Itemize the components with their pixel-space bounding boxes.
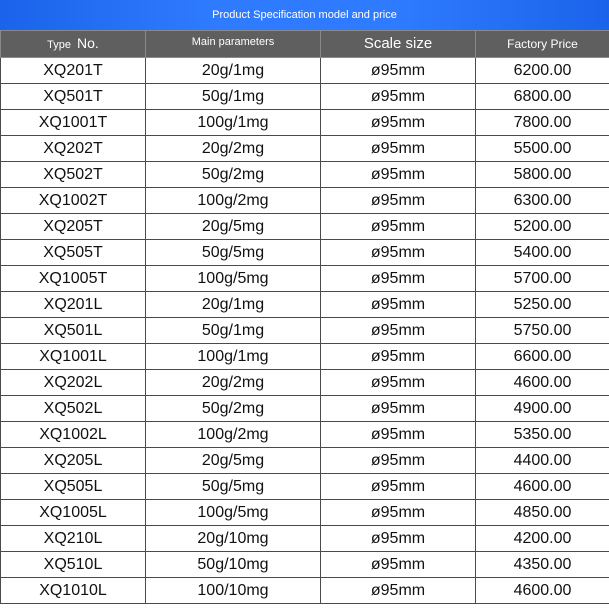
cell-price: 4200.00 — [476, 526, 609, 552]
cell-params: 100g/5mg — [146, 266, 321, 292]
cell-params: 50g/10mg — [146, 552, 321, 578]
cell-price: 4600.00 — [476, 474, 609, 500]
cell-params: 100g/2mg — [146, 188, 321, 214]
table-row — [1, 84, 609, 110]
cell-price: 6800.00 — [476, 84, 609, 110]
cell-model: XQ202T — [1, 136, 146, 162]
cell-scale: ø95mm — [321, 162, 476, 188]
cell-price: 4350.00 — [476, 552, 609, 578]
table-row — [1, 188, 609, 214]
cell-price: 5200.00 — [476, 214, 609, 240]
cell-scale: ø95mm — [321, 552, 476, 578]
table-row — [1, 526, 609, 552]
cell-params: 50g/1mg — [146, 318, 321, 344]
header-row — [1, 31, 609, 58]
cell-scale: ø95mm — [321, 396, 476, 422]
cell-model: XQ502T — [1, 162, 146, 188]
cell-model: XQ1005L — [1, 500, 146, 526]
header-scale-size: Scale size — [321, 31, 476, 58]
cell-price: 6300.00 — [476, 188, 609, 214]
cell-model: XQ1005T — [1, 266, 146, 292]
cell-model: XQ505T — [1, 240, 146, 266]
cell-params: 20g/1mg — [146, 58, 321, 84]
cell-scale: ø95mm — [321, 292, 476, 318]
cell-params: 20g/1mg — [146, 292, 321, 318]
cell-model: XQ202L — [1, 370, 146, 396]
table-row — [1, 552, 609, 578]
table-row — [1, 214, 609, 240]
cell-price: 4600.00 — [476, 370, 609, 396]
cell-model: XQ1001L — [1, 344, 146, 370]
cell-model: XQ210L — [1, 526, 146, 552]
cell-params: 100g/1mg — [146, 344, 321, 370]
cell-params: 20g/10mg — [146, 526, 321, 552]
cell-model: XQ1002T — [1, 188, 146, 214]
table-row — [1, 266, 609, 292]
cell-params: 50g/5mg — [146, 240, 321, 266]
table-row — [1, 136, 609, 162]
cell-price: 5350.00 — [476, 422, 609, 448]
cell-price: 5750.00 — [476, 318, 609, 344]
cell-price: 5400.00 — [476, 240, 609, 266]
cell-scale: ø95mm — [321, 370, 476, 396]
cell-model: XQ505L — [1, 474, 146, 500]
cell-scale: ø95mm — [321, 474, 476, 500]
table-row — [1, 370, 609, 396]
cell-scale: ø95mm — [321, 58, 476, 84]
cell-scale: ø95mm — [321, 214, 476, 240]
cell-params: 20g/5mg — [146, 448, 321, 474]
cell-price: 6200.00 — [476, 58, 609, 84]
cell-scale: ø95mm — [321, 448, 476, 474]
cell-price: 5800.00 — [476, 162, 609, 188]
table-row — [1, 578, 609, 604]
cell-model: XQ510L — [1, 552, 146, 578]
cell-scale: ø95mm — [321, 84, 476, 110]
cell-model: XQ502L — [1, 396, 146, 422]
cell-price: 5700.00 — [476, 266, 609, 292]
table-row — [1, 422, 609, 448]
header-type-no — [1, 31, 146, 58]
header-factory-price: Factory Price — [476, 31, 609, 58]
cell-params: 50g/2mg — [146, 396, 321, 422]
cell-model: XQ205L — [1, 448, 146, 474]
table-row — [1, 110, 609, 136]
cell-price: 5250.00 — [476, 292, 609, 318]
cell-scale: ø95mm — [321, 266, 476, 292]
cell-scale: ø95mm — [321, 578, 476, 604]
table-row — [1, 474, 609, 500]
table-row — [1, 58, 609, 84]
cell-price: 4400.00 — [476, 448, 609, 474]
cell-scale: ø95mm — [321, 344, 476, 370]
cell-model: XQ205T — [1, 214, 146, 240]
cell-scale: ø95mm — [321, 422, 476, 448]
cell-price: 4900.00 — [476, 396, 609, 422]
cell-params: 50g/2mg — [146, 162, 321, 188]
header-type-label: Type — [47, 39, 72, 51]
cell-scale: ø95mm — [321, 136, 476, 162]
table-row — [1, 448, 609, 474]
cell-price: 5500.00 — [476, 136, 609, 162]
cell-price: 4850.00 — [476, 500, 609, 526]
spec-table — [0, 30, 609, 604]
table-row — [1, 162, 609, 188]
title-banner — [0, 0, 609, 30]
cell-scale: ø95mm — [321, 318, 476, 344]
header-main-parameters: Main parameters — [146, 31, 321, 58]
cell-params: 20g/2mg — [146, 136, 321, 162]
cell-params: 100g/2mg — [146, 422, 321, 448]
table-row — [1, 396, 609, 422]
table-row — [1, 318, 609, 344]
table-row — [1, 292, 609, 318]
cell-model: XQ501L — [1, 318, 146, 344]
cell-scale: ø95mm — [321, 526, 476, 552]
page-title: Product Specification model and price — [212, 9, 397, 21]
cell-model: XQ501T — [1, 84, 146, 110]
cell-params: 20g/5mg — [146, 214, 321, 240]
cell-params: 100g/5mg — [146, 500, 321, 526]
header-no-label: No. — [77, 35, 99, 51]
table-row — [1, 500, 609, 526]
cell-model: XQ1010L — [1, 578, 146, 604]
cell-params: 100/10mg — [146, 578, 321, 604]
cell-scale: ø95mm — [321, 500, 476, 526]
cell-scale: ø95mm — [321, 188, 476, 214]
cell-params: 50g/1mg — [146, 84, 321, 110]
cell-scale: ø95mm — [321, 110, 476, 136]
cell-price: 6600.00 — [476, 344, 609, 370]
cell-params: 100g/1mg — [146, 110, 321, 136]
cell-price: 4600.00 — [476, 578, 609, 604]
cell-params: 20g/2mg — [146, 370, 321, 396]
cell-price: 7800.00 — [476, 110, 609, 136]
cell-model: XQ1001T — [1, 110, 146, 136]
cell-model: XQ201L — [1, 292, 146, 318]
cell-scale: ø95mm — [321, 240, 476, 266]
cell-model: XQ1002L — [1, 422, 146, 448]
cell-model: XQ201T — [1, 58, 146, 84]
table-row — [1, 344, 609, 370]
cell-params: 50g/5mg — [146, 474, 321, 500]
table-row — [1, 240, 609, 266]
